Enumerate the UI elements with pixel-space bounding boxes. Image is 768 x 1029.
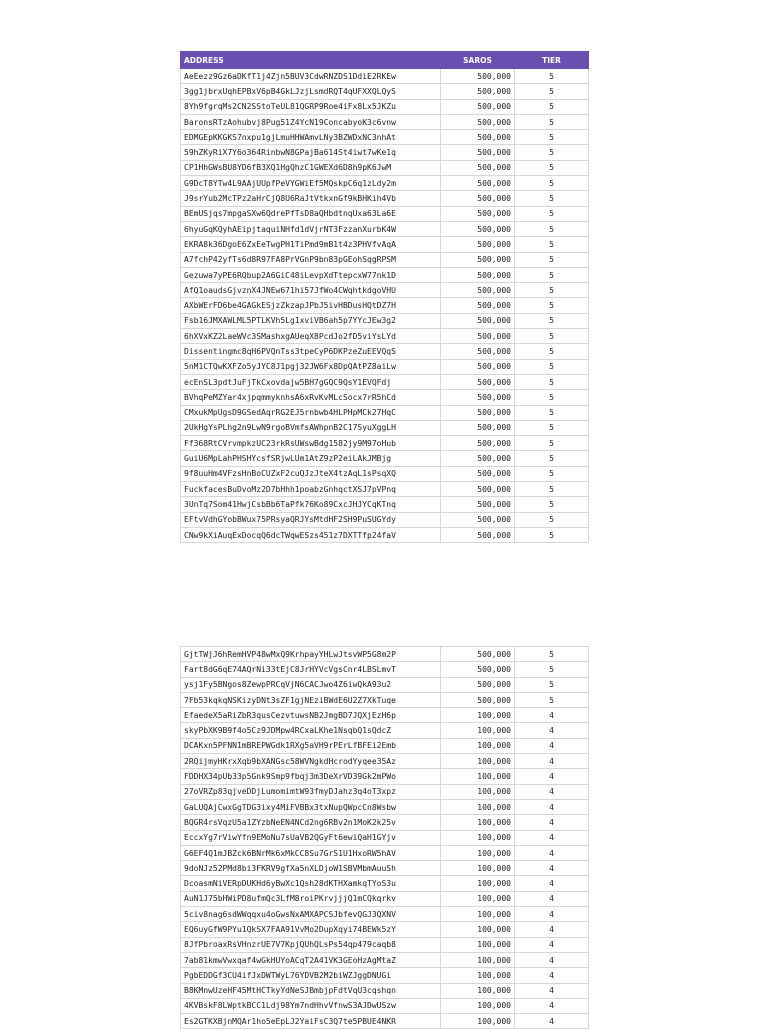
tier-cell: 5	[515, 692, 589, 707]
address-cell: 7ab81kmwVwxqaf4wGkHUYoACqT2A41VK3GEoHzAgMtaZ	[181, 952, 441, 967]
address-cell: AXbWErFD6be4GAGkESjzZkzapJPbJ5ivHBDusHQtDZ7H	[181, 298, 441, 313]
address-cell: ecEnSL3pdtJuFjTkCxovdajw5BH7gGQC9QsY1EVQFdj	[181, 374, 441, 389]
saros-cell: 100,000	[441, 861, 515, 876]
tier-cell: 4	[515, 1014, 589, 1029]
table-row	[181, 237, 589, 252]
saros-cell: 500,000	[441, 647, 515, 662]
address-cell: CP1HhGWsBU8YD6fB3XQ1HgQhzC1GWEXd6D8h9pK6JwM	[181, 160, 441, 175]
address-cell: EKRA8k36DgoE6ZxEeTwgPH1TiPmd9mB1t4z3PHVfvAqA	[181, 237, 441, 252]
saros-cell: 500,000	[441, 130, 515, 145]
tier-cell: 5	[515, 145, 589, 160]
address-cell: Fsb16JMXAWLML5PTLKVh5Lg1xviVB6ah5p7YYcJEw3g2	[181, 313, 441, 328]
saros-cell: 500,000	[441, 359, 515, 374]
table-row	[181, 84, 589, 99]
table-row	[181, 845, 589, 860]
tier-cell: 5	[515, 69, 589, 84]
saros-cell: 500,000	[441, 497, 515, 512]
table-row	[181, 283, 589, 298]
saros-cell: 500,000	[441, 298, 515, 313]
tier-cell: 4	[515, 708, 589, 723]
address-cell: skyPbXK9B9f4o5Cz9JDMpw4RCxaLKhe1NsqbQ1sQdcZ	[181, 723, 441, 738]
address-cell: A7fchP42yfTs6d8R97FA8PrVGnP9bn83pGEohSqgRPSM	[181, 252, 441, 267]
tier-cell: 5	[515, 252, 589, 267]
tier-cell: 5	[515, 114, 589, 129]
saros-cell: 500,000	[441, 313, 515, 328]
tier-cell: 5	[515, 176, 589, 191]
saros-cell: 100,000	[441, 907, 515, 922]
address-column-header: ADDRESS	[181, 52, 441, 69]
tier-cell: 5	[515, 237, 589, 252]
saros-cell: 100,000	[441, 708, 515, 723]
address-cell: G6EF4Q1mJBZck6BNrMk6xMkCC8Su7GrS1U1HxoRW5hAV	[181, 845, 441, 860]
holders-table-top	[180, 51, 589, 543]
table-row	[181, 390, 589, 405]
table-row	[181, 769, 589, 784]
tier-cell: 5	[515, 84, 589, 99]
address-cell: CNw9kXiAuqExDocqQ6dcTWqwESzs451z7DXTTfp24faV	[181, 527, 441, 542]
address-cell: AeEezz9Gz6aDKfT1j4Zjn5BUV3CdwRNZDS1DdiE2RKEw	[181, 69, 441, 84]
tier-cell: 4	[515, 784, 589, 799]
saros-cell: 500,000	[441, 466, 515, 481]
address-cell: Dissentingmc8qH6PVQnTss3tpeCyP6DKPzeZuEEVQqS	[181, 344, 441, 359]
address-cell: BaronsRTzAohubvj8Pug51Z4YcN19ConcabyoK3c6vnw	[181, 114, 441, 129]
table-row	[181, 937, 589, 952]
address-cell: 5civ8nag6sdWWqqxu4oGwsNxAMXAPCSJbfevQGJ3QXNV	[181, 907, 441, 922]
address-cell: Fart8dG6qE74AQrNi33tEjC8JrHYVcVgsCnr4LBSLmvT	[181, 662, 441, 677]
address-cell: GaLUQAjCwxGgTDG3ixy4MiFVBBx3txNupQWpcCn8Wsbw	[181, 799, 441, 814]
address-cell: 27oVRZp83qjveDDjLumomimtW93fmyDJahz3q4oT3xpz	[181, 784, 441, 799]
tier-cell: 5	[515, 451, 589, 466]
saros-cell: 100,000	[441, 799, 515, 814]
tier-cell: 5	[515, 662, 589, 677]
saros-cell: 100,000	[441, 891, 515, 906]
table-row	[181, 677, 589, 692]
tier-cell: 5	[515, 374, 589, 389]
tier-cell: 5	[515, 130, 589, 145]
saros-cell: 100,000	[441, 723, 515, 738]
saros-cell: 500,000	[441, 527, 515, 542]
tier-cell: 5	[515, 482, 589, 497]
table-row	[181, 267, 589, 282]
table-row	[181, 692, 589, 707]
table-row	[181, 99, 589, 114]
tier-cell: 5	[515, 512, 589, 527]
table-row	[181, 968, 589, 983]
saros-cell: 500,000	[441, 84, 515, 99]
saros-cell: 500,000	[441, 69, 515, 84]
table-row	[181, 512, 589, 527]
tier-cell: 4	[515, 907, 589, 922]
address-cell: DCAKxn5PFNN1mBREPWGdk1RXg5aVH9rPErLfBFEi2Emb	[181, 738, 441, 753]
tier-cell: 5	[515, 497, 589, 512]
address-cell: AfQ1oaudsGjvznX4JNEw671hi57JfWo4CWqhtkdgoVHU	[181, 283, 441, 298]
tier-cell: 4	[515, 922, 589, 937]
table-row	[181, 466, 589, 481]
address-cell: 4KVBskF8LWptkBCC1Ldj98Ym7ndHhvVfnwS3AJDwUSzw	[181, 998, 441, 1013]
tier-cell: 5	[515, 677, 589, 692]
table-row	[181, 359, 589, 374]
tier-cell: 5	[515, 206, 589, 221]
table-row	[181, 221, 589, 236]
table-row	[181, 176, 589, 191]
saros-cell: 500,000	[441, 99, 515, 114]
table-row	[181, 206, 589, 221]
table-row	[181, 815, 589, 830]
table-row	[181, 647, 589, 662]
address-cell: Ff368RtCVrvmpkzUC23rkRsUWswBdg1582jy9M97oHub	[181, 436, 441, 451]
address-cell: 6hXVxKZ2LaeWVc3SMashxgAUeqX8PcdJo2fD5viYsLYd	[181, 329, 441, 344]
saros-cell: 500,000	[441, 221, 515, 236]
address-cell: EDMGEpKKGKS7nxpu1gjLmuHHWAmvLNy3BZWDxNC3nhAt	[181, 130, 441, 145]
tier-cell: 5	[515, 647, 589, 662]
table-row	[181, 784, 589, 799]
address-cell: 5nM1CTQwKXFZo5yJYC8J1pgj32JW6Fx8DpQAtPZ8aiLw	[181, 359, 441, 374]
saros-column-header: SAROS	[441, 52, 515, 69]
table-row	[181, 876, 589, 891]
holders-table-bottom	[180, 646, 589, 1029]
table-row	[181, 662, 589, 677]
tier-cell: 4	[515, 723, 589, 738]
address-cell: PgbEDDGf3CU4ifJxDWTWyL76YDVB2M2biWZJggDNUGi	[181, 968, 441, 983]
saros-cell: 100,000	[441, 952, 515, 967]
address-cell: EfaedeX5aRiZbR3qusCezvtuwsNB2JmgBD7JQXjEzH6p	[181, 708, 441, 723]
saros-cell: 100,000	[441, 998, 515, 1013]
saros-cell: 500,000	[441, 436, 515, 451]
address-cell: J9srYub2McTPz2aHrCjQ8U6RaJtVtkxnGf9kBHKih4Vb	[181, 191, 441, 206]
saros-cell: 500,000	[441, 692, 515, 707]
table-row	[181, 723, 589, 738]
tier-cell: 4	[515, 815, 589, 830]
saros-cell: 100,000	[441, 1014, 515, 1029]
tier-cell: 4	[515, 952, 589, 967]
table-row	[181, 861, 589, 876]
address-cell: DcoasmNiVERpDUKHd6yBwXc1Qsh28dKTHXamkqTYoS3u	[181, 876, 441, 891]
tier-cell: 4	[515, 983, 589, 998]
saros-cell: 500,000	[441, 451, 515, 466]
tier-cell: 4	[515, 769, 589, 784]
address-cell: B8KMnwUzeHF45MtHCTkyYdNeSJBmbjpFdtVqU3cqshqn	[181, 983, 441, 998]
tier-cell: 5	[515, 191, 589, 206]
saros-cell: 500,000	[441, 160, 515, 175]
saros-cell: 500,000	[441, 482, 515, 497]
table-row	[181, 160, 589, 175]
address-cell: 9f8uuHm4VFzsHnBoCUZxF2cuQJzJteX4tzAqL1sPsqXQ	[181, 466, 441, 481]
address-cell: GuiU6MpLahPHSHYcsfSRjwLUm1AtZ9zP2eiLAkJMBjg	[181, 451, 441, 466]
tier-cell: 5	[515, 390, 589, 405]
table-row	[181, 1014, 589, 1029]
saros-cell: 500,000	[441, 283, 515, 298]
tier-cell: 4	[515, 754, 589, 769]
tier-cell: 4	[515, 937, 589, 952]
address-cell: BQGR4rsVqzU5a1ZYzbNeEN4NCd2ng6RBv2n1MoK2k25v	[181, 815, 441, 830]
tier-cell: 5	[515, 99, 589, 114]
tier-cell: 5	[515, 313, 589, 328]
tier-cell: 5	[515, 527, 589, 542]
saros-cell: 100,000	[441, 738, 515, 753]
table-row	[181, 374, 589, 389]
saros-cell: 500,000	[441, 176, 515, 191]
table-row	[181, 436, 589, 451]
tier-cell: 5	[515, 466, 589, 481]
table-row	[181, 313, 589, 328]
saros-cell: 500,000	[441, 206, 515, 221]
table-row	[181, 69, 589, 84]
address-cell: 2UkHgYsPLhg2n9LwN9rgoBVmfsAWhpnB2C17SyuXggLH	[181, 420, 441, 435]
saros-cell: 100,000	[441, 830, 515, 845]
table-row	[181, 497, 589, 512]
saros-cell: 100,000	[441, 968, 515, 983]
saros-cell: 500,000	[441, 420, 515, 435]
address-cell: 8JfPbroaxRsVHnzrUE7V7KpjQUhQLsPs54qp479caqb8	[181, 937, 441, 952]
address-cell: BEmUSjqs7mpgaSXw6QdrePfTsD8aQHbdtnqUxa63La6E	[181, 206, 441, 221]
saros-cell: 100,000	[441, 937, 515, 952]
table-row	[181, 405, 589, 420]
table-row	[181, 754, 589, 769]
address-cell: 3gg1jbrxUqhEPBxV6pB4GkLJzjLsmdRQT4qUFXXQLQyS	[181, 84, 441, 99]
table-row	[181, 952, 589, 967]
table-row	[181, 998, 589, 1013]
tier-cell: 4	[515, 845, 589, 860]
saros-cell: 500,000	[441, 191, 515, 206]
table-row	[181, 922, 589, 937]
tier-cell: 4	[515, 876, 589, 891]
tier-cell: 4	[515, 738, 589, 753]
header-row	[181, 52, 589, 69]
table-row	[181, 298, 589, 313]
table-row	[181, 114, 589, 129]
address-cell: G9DcT8YTw4L9AAjUUpfPeVYGWiEf5MQskpC6q1zLdy2m	[181, 176, 441, 191]
address-cell: BVhqPeMZYar4xjpqmmyknhsA6xRvKvMLcSocx7rR5hCd	[181, 390, 441, 405]
table-row	[181, 527, 589, 542]
saros-cell: 100,000	[441, 876, 515, 891]
saros-cell: 500,000	[441, 512, 515, 527]
table-row	[181, 482, 589, 497]
address-cell: 6hyuGqKQyhAEipjtaquiNHfd1dVjrNT3FzzanXurbK4W	[181, 221, 441, 236]
address-cell: 59hZKyRiX7Y6o364RinbwN8GPajBa614St4iwt7wKe1q	[181, 145, 441, 160]
saros-cell: 500,000	[441, 252, 515, 267]
tier-cell: 5	[515, 267, 589, 282]
tier-column-header: TIER	[515, 52, 589, 69]
table-row	[181, 799, 589, 814]
address-cell: 2RQijmyHKrxXqb9bXANGsc58WVNgkdHcrodYyqee35Az	[181, 754, 441, 769]
table-row	[181, 130, 589, 145]
table-row	[181, 420, 589, 435]
tier-cell: 5	[515, 344, 589, 359]
tier-cell: 5	[515, 298, 589, 313]
saros-cell: 500,000	[441, 145, 515, 160]
address-cell: EQ6uyGfW9PYu1QkSX7FAA91VvMo2DupXqyi74BEWk5zY	[181, 922, 441, 937]
table-row	[181, 708, 589, 723]
tier-cell: 4	[515, 799, 589, 814]
saros-cell: 500,000	[441, 237, 515, 252]
table-row	[181, 252, 589, 267]
tier-cell: 4	[515, 891, 589, 906]
table-row	[181, 451, 589, 466]
tier-cell: 5	[515, 420, 589, 435]
table-row	[181, 983, 589, 998]
saros-cell: 500,000	[441, 390, 515, 405]
address-cell: ysj1Fy5BNgos8ZewpPRCqVjN6CACJwo4Z6iwQkA93u2	[181, 677, 441, 692]
tier-cell: 4	[515, 998, 589, 1013]
table-row	[181, 329, 589, 344]
tier-cell: 5	[515, 359, 589, 374]
saros-cell: 100,000	[441, 815, 515, 830]
tier-cell: 4	[515, 861, 589, 876]
saros-cell: 500,000	[441, 267, 515, 282]
saros-cell: 500,000	[441, 374, 515, 389]
address-cell: 3UnTq7Som41HwjCsbBb6TaPfk76Ko89CxcJHJYCqKTnq	[181, 497, 441, 512]
table-row	[181, 191, 589, 206]
address-cell: FDDHX34pUb33p5Gnk9Smp9fbqj3m3DeXrVD39Gk2mPWo	[181, 769, 441, 784]
address-cell: CMxukMpUgsD9GSedAqrRG2EJ5rnbwb4HLPHpMCk27HqC	[181, 405, 441, 420]
saros-cell: 100,000	[441, 754, 515, 769]
address-cell: 7Fb53kqkqNSKizyDNt3sZF1gjNEziBWdE6U2Z7XkTuqe	[181, 692, 441, 707]
table-row	[181, 738, 589, 753]
tier-cell: 4	[515, 968, 589, 983]
saros-cell: 500,000	[441, 344, 515, 359]
saros-cell: 100,000	[441, 845, 515, 860]
saros-cell: 100,000	[441, 922, 515, 937]
tier-cell: 5	[515, 329, 589, 344]
saros-cell: 100,000	[441, 769, 515, 784]
address-cell: AuN1J75bHWiPD8ufmQc3LfM8roiPKrvjjjQ1mCQkqrkv	[181, 891, 441, 906]
table-row	[181, 830, 589, 845]
saros-cell: 500,000	[441, 662, 515, 677]
table-row	[181, 891, 589, 906]
tier-cell: 4	[515, 830, 589, 845]
tier-cell: 5	[515, 283, 589, 298]
address-cell: EccxYg7rViwYfn9EMoNu7sUaVB2QGyFt6ewiQaH1GYjv	[181, 830, 441, 845]
table-row	[181, 145, 589, 160]
address-cell: 8Yh9fgrqMs2CN2SStoTeUL81QGRP9Roe4iFx8Lx5JKZu	[181, 99, 441, 114]
tier-cell: 5	[515, 160, 589, 175]
address-cell: Gezuwa7yPE6RQbup2A6GiC48iLevpXdTtepcxW77nk1D	[181, 267, 441, 282]
saros-cell: 100,000	[441, 983, 515, 998]
table-row	[181, 344, 589, 359]
table-row	[181, 907, 589, 922]
tier-cell: 5	[515, 436, 589, 451]
tier-cell: 5	[515, 221, 589, 236]
saros-cell: 500,000	[441, 114, 515, 129]
address-cell: 9doNJz52PMd8bi3FKRV9gfXa5nXLDjoW1SBVMbmAuuSh	[181, 861, 441, 876]
address-cell: Es2GTKXBjnMQAr1ho5eEpLJ2YaiFsC3Q7te5PBUE4NKR	[181, 1014, 441, 1029]
saros-cell: 500,000	[441, 405, 515, 420]
address-cell: FuckfacesBuDvoMz2D7bHhh1poabzGnhqctXSJ7pVPnq	[181, 482, 441, 497]
tier-cell: 5	[515, 405, 589, 420]
address-cell: EFtvVdhGYobBWux75PRsyaQRJYsMtdHF2SH9PuSUGYdy	[181, 512, 441, 527]
saros-cell: 500,000	[441, 329, 515, 344]
saros-cell: 100,000	[441, 784, 515, 799]
saros-cell: 500,000	[441, 677, 515, 692]
address-cell: GjtTWjJ6hRemHVP48wMxQ9KrhpayYHLwJtsvWP5G8m2P	[181, 647, 441, 662]
